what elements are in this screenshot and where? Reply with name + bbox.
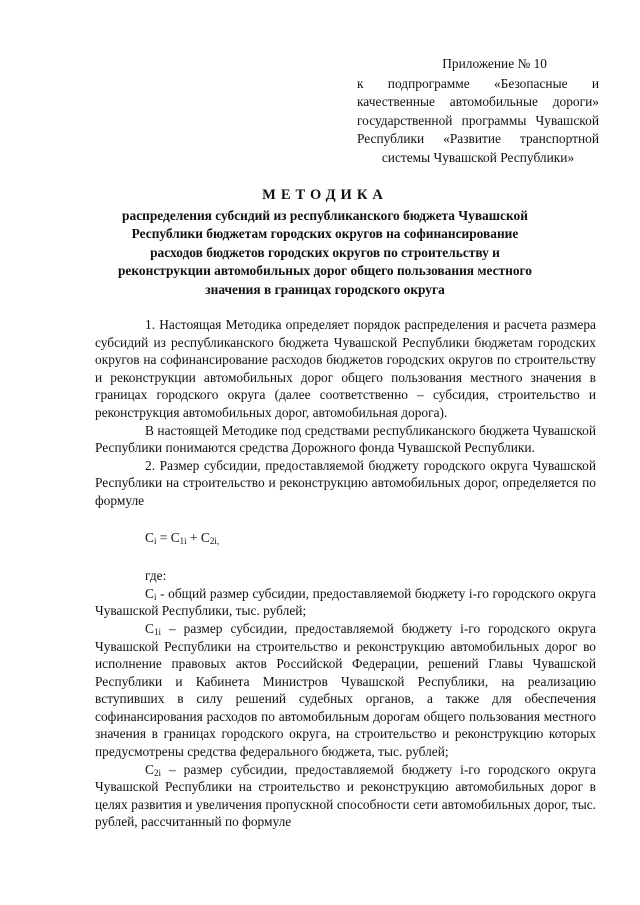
symbol-ci: C xyxy=(145,585,154,601)
definition-c2i xyxy=(95,761,596,831)
appendix-reference: к подпрограмме «Безопасные и качественные автомобильные дороги» государственной программы Чувашской Республики «Развитие транспортной системы Чувашской Республики» xyxy=(357,75,599,165)
definition-ci xyxy=(95,585,596,620)
definition-ci-text: - общий размер субсидии, предоставляемой бюджету i-го городского округа Чувашской Республики, тыс. рублей; xyxy=(95,585,596,619)
formula-symbol: C xyxy=(170,529,180,545)
symbol-c2i: C xyxy=(145,761,154,777)
paragraph-2: В настоящей Методике под средствами республиканского бюджета Чувашской Республики понимаются средства Дорожного фонда Чувашской Республики. xyxy=(95,422,596,456)
paragraph-1: 1. Настоящая Методика определяет порядок распределения и расчета размера субсидий из республиканского бюджета Чувашской Республики бюджетам городских округов на софинансирование расходов бюджетов городских округов по строительству и реконструкции автомобильных дорог общего пользования местного значения в границах городского округа (далее соответственно – субсидия, строительство и реконструкция автомобильных дорог, автомобильная дорога). xyxy=(95,317,596,420)
formula-subscript: i xyxy=(153,535,157,546)
appendix-number: Приложение № 10 xyxy=(442,56,547,71)
definition-c1i xyxy=(95,620,596,761)
definition-c2i-text: – размер субсидии, предоставляемой бюджету i-го городского округа Чувашской Республики на строительство и реконструкцию автомобильных дорог в целях развития и увеличения пропускной способности сети автомобильных дорог, тыс. рублей, рассчитанный по формуле xyxy=(95,761,596,830)
formula-symbol: C xyxy=(200,529,210,545)
where-label: где: xyxy=(145,568,167,584)
formula-ci xyxy=(95,529,596,547)
formula-subscript: 2i xyxy=(209,535,217,546)
symbol-c1i-sub: 1i xyxy=(153,626,161,637)
symbol-ci-sub: i xyxy=(153,591,157,602)
definition-c1i-text: – размер субсидии, предоставляемой бюджету i-го городского округа Чувашской Республики на строительство и реконструкцию автомобильных дорог во исполнение правовых актов Российской Федерации, решений Главы Чувашской Республики и Кабинета Министров Чувашской Республики, на реализацию вступивших в силу решений судебных органов, а также для обеспечения софинансирования расходов по автомобильным дорогам общего пользования местного значения в границах городского округа, на строительство и реконструкцию которых предусмотрены средства федерального бюджета, тыс. рублей; xyxy=(95,620,596,760)
document-body xyxy=(95,316,596,831)
symbol-c2i-sub: 2i xyxy=(153,767,161,778)
title-heading: МЕТОДИКА xyxy=(262,187,388,203)
appendix-header xyxy=(357,55,599,167)
document-title xyxy=(108,186,542,299)
title-subheading: распределения субсидий из республиканского бюджета Чувашской Республики бюджетам городских округов на софинансирование расходов бюджетов городских округов по строительству и реконструкции автомобильных дорог общего пользования местного значения в границах городского округа xyxy=(117,208,532,297)
formula-operator: = xyxy=(156,529,171,545)
formula-operator: + xyxy=(186,529,201,545)
formula-symbol: C xyxy=(145,529,154,545)
symbol-c1i: C xyxy=(145,620,154,636)
formula-subscript: 1i xyxy=(179,535,187,546)
paragraph-3: 2. Размер субсидии, предоставляемой бюджету городского округа Чувашской Республики на строительство и реконструкцию автомобильных дорог, определяется по формуле xyxy=(95,457,596,508)
formula-punctuation: , xyxy=(216,535,220,546)
